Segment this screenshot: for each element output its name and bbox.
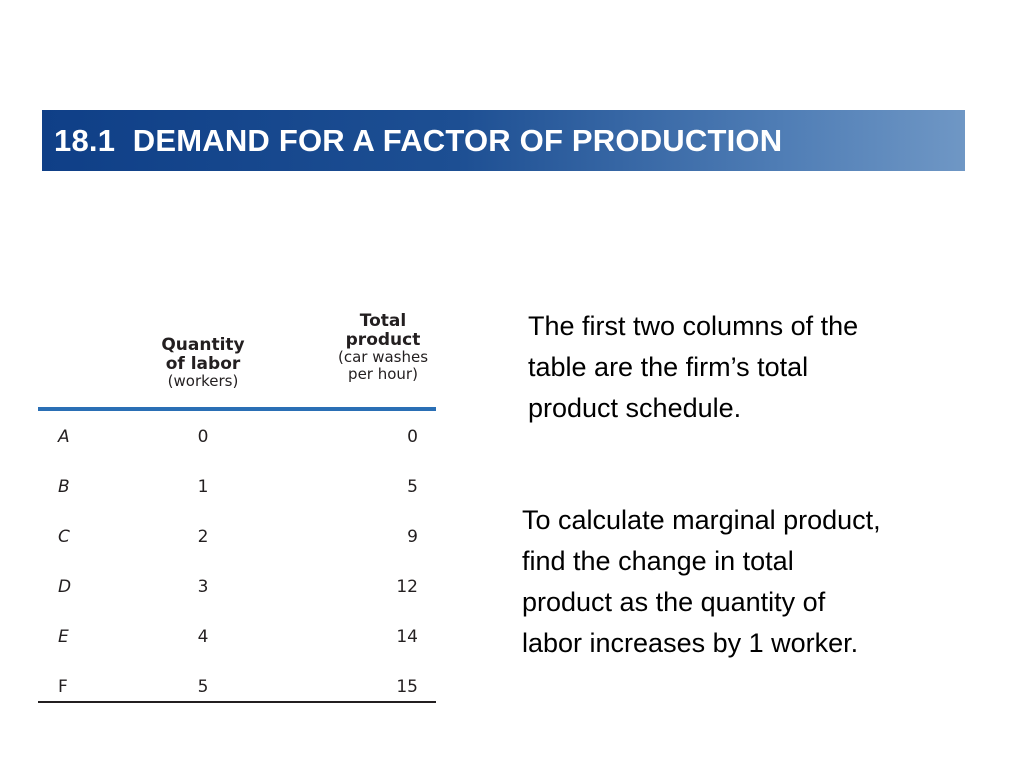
total-cell: 15 [396, 677, 418, 697]
table-row [38, 422, 436, 452]
row-label: D [58, 577, 72, 597]
quantity-cell: 0 [197, 427, 209, 447]
quantity-cell: 3 [197, 577, 209, 597]
table-row [38, 672, 436, 702]
total-cell: 14 [396, 627, 418, 647]
bottom-rule [38, 701, 436, 703]
total-cell: 5 [407, 477, 418, 497]
column-header-quantity-sub: (workers) [167, 372, 239, 391]
title-bar [42, 110, 965, 171]
total-cell: 12 [396, 577, 418, 597]
table-row [38, 472, 436, 502]
row-label: A [58, 427, 70, 447]
table-row [38, 572, 436, 602]
quantity-cell: 4 [197, 627, 209, 647]
row-label: C [58, 527, 70, 547]
total-cell: 0 [407, 427, 418, 447]
total-product-table [38, 300, 436, 710]
table-row [38, 622, 436, 652]
slide-title: 18.1 DEMAND FOR A FACTOR OF PRODUCTION [54, 122, 783, 158]
quantity-cell: 5 [197, 677, 209, 697]
row-label: F [58, 677, 68, 697]
header-rule [38, 407, 436, 411]
quantity-cell: 2 [197, 527, 209, 547]
column-header-quantity-main: Quantity of labor [161, 335, 245, 374]
table-row [38, 522, 436, 552]
row-label: E [58, 627, 69, 647]
column-header-quantity-of-labor [138, 336, 268, 390]
explanation-marginal-product: To calculate marginal product, find the change in total product as the quantity of labor increases by 1 worker. [522, 505, 881, 658]
explanation-total-product: The first two columns of the table are the firm’s total product schedule. [528, 311, 859, 423]
row-label: B [58, 477, 70, 497]
column-header-total-main: Total product [345, 311, 421, 350]
column-header-total-sub: (car washes per hour) [337, 348, 429, 383]
total-cell: 9 [407, 527, 418, 547]
column-header-total-product [313, 312, 453, 382]
quantity-cell: 1 [197, 477, 209, 497]
